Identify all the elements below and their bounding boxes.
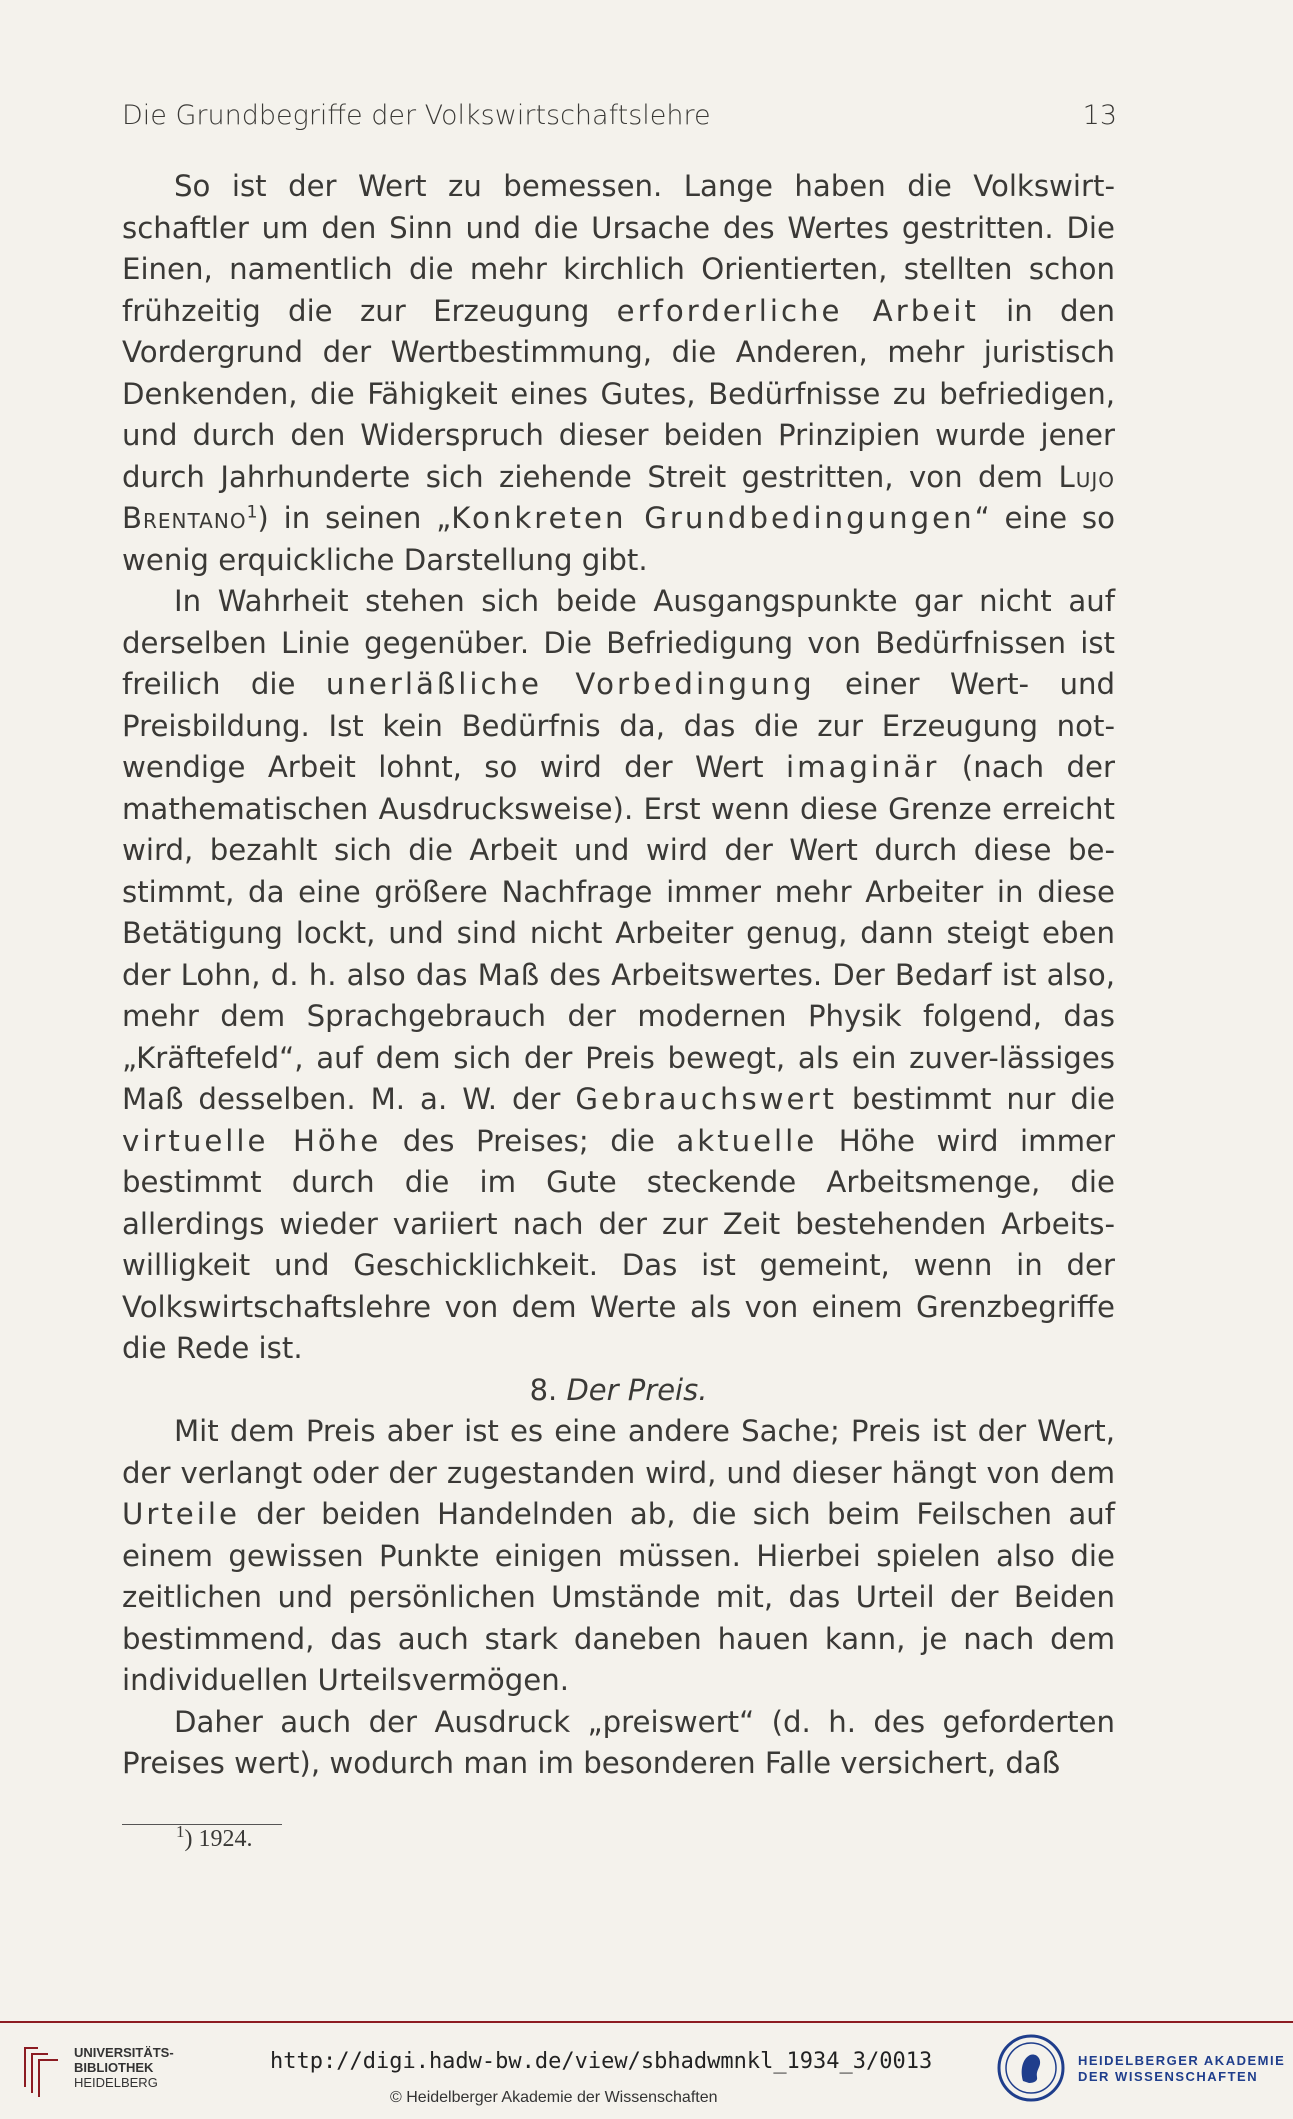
text-run: einer Wert- und Preisbildung. Ist kein Bedürfnis da, das die zur Erzeugung not-wendige Arbeit lohnt, so wird der Wert <box>122 667 1115 784</box>
copyright-notice: © Heidelberger Akademie der Wissenschaften <box>390 2089 718 2106</box>
paragraph-1 <box>122 166 1115 581</box>
body-text <box>122 166 1115 1785</box>
section-title: Der Preis. <box>566 1372 708 1407</box>
text-run: Höhe wird immer bestimmt durch die im Gute steckende Arbeitsmenge, die allerdings wieder variiert nach der zur Zeit bestehenden Arbeits-willigkeit und Geschicklichkeit. Das ist gemeint, wenn in der Volkswirtschaftslehre von dem Werte als von einem Grenzbegriffe die Rede ist. <box>122 1123 1115 1365</box>
academy-line-2: DER WISSENSCHAFTEN <box>1078 2069 1259 2084</box>
permalink-url[interactable]: http://digi.hadw-bw.de/view/sbhadwmnkl_1934_3/0013 <box>270 2049 933 2074</box>
emphasis-spaced: imaginär <box>785 750 940 784</box>
emphasis-spaced: virtuelle Höhe <box>122 1123 382 1158</box>
academy-line-1: HEIDELBERGER AKADEMIE <box>1078 2053 1286 2068</box>
library-line-2: BIBLIOTHEK <box>74 2060 154 2075</box>
text-run: bestimmt nur die <box>836 1082 1115 1116</box>
text-run: des Preises; die <box>381 1123 677 1158</box>
library-line-1: UNIVERSITÄTS- <box>74 2045 174 2060</box>
running-title: Die Grundbegriffe der Volkswirtschaftslehre <box>122 100 711 131</box>
footnote-marker: 1 <box>176 1822 185 1841</box>
paragraph-2 <box>122 581 1115 1370</box>
page-number: 13 <box>1082 100 1117 131</box>
text-run: ) in seinen „ <box>257 501 452 535</box>
text-run: (nach der mathematischen Ausdrucksweise). Erst wenn diese Grenze erreicht wird, bezahlt sich die Arbeit und wird der Wert durch diese be-stimmt, da eine größere Nachfrage immer mehr Arbeiter in diese Betätigung lockt, und sind nicht Arbeiter genug, dann steigt eben der Lohn, d. h. also das Maß des Arbeitswertes. Der Bedarf ist also, mehr dem Sprachgebrauch der modernen Physik folgend, das „Kräftefeld“, auf dem sich der Preis bewegt, als ein zuver-lässiges Maß desselben. M. a. W. der <box>122 750 1116 1116</box>
emphasis-spaced: Konkreten Grundbedingungen <box>451 501 975 535</box>
emphasis-spaced: Urteile <box>122 1497 240 1531</box>
author-name: Lujo Brentano <box>122 459 1115 535</box>
section-heading <box>122 1370 1115 1412</box>
university-library-logo-icon[interactable] <box>14 2039 66 2099</box>
digitization-footer <box>0 2021 1293 2119</box>
emphasis-spaced: unerläßliche Vorbedingung <box>325 667 815 701</box>
running-head <box>122 100 1117 131</box>
text-run: Daher auch der Ausdruck „preiswert“ (d. h. des geforderten Preises wert), wodurch man im besonderen Falle versichert, daß <box>122 1704 1115 1780</box>
university-library-name <box>74 2045 174 2090</box>
footnote-ref[interactable]: 1 <box>246 502 258 523</box>
emphasis-spaced: Gebrauchswert <box>575 1082 837 1116</box>
library-line-3: HEIDELBERG <box>74 2075 158 2090</box>
academy-name <box>1078 2053 1285 2085</box>
footnote-text: ) 1924. <box>184 1826 253 1852</box>
paragraph-4 <box>122 1702 1115 1785</box>
academy-seal-icon[interactable] <box>996 2033 1066 2103</box>
text-run: in den Vordergrund der Wertbestimmung, die Anderen, mehr juristisch Denkenden, die Fähigkeit eines Gutes, Bedürfnisse zu befriedigen, und durch den Widerspruch dieser beiden Prinzipien wurde jener durch Jahrhunderte sich ziehende Streit gestritten, von dem <box>122 293 1115 494</box>
emphasis-spaced: erforderliche Arbeit <box>616 293 979 328</box>
footnote <box>176 1822 253 1853</box>
footnote-divider <box>122 1824 282 1825</box>
text-run: In Wahrheit stehen sich beide Ausgangspunkte gar nicht auf derselben Linie gegenüber. Die Befriedigung von Bedürfnissen ist freilich die <box>122 584 1115 701</box>
text-run: “ eine so wenig erquickliche Darstellung gibt. <box>122 501 1115 577</box>
section-number: 8. <box>529 1372 558 1407</box>
text-run: So ist der Wert zu bemessen. Lange haben die Volkswirt-schaftler um den Sinn und die Ursache des Wertes gestritten. Die Einen, namentlich die mehr kirchlich Orientierten, stellten schon frühzeitig die zur Erzeugung <box>122 169 1115 328</box>
paragraph-3 <box>122 1411 1115 1702</box>
emphasis-spaced: aktuelle <box>676 1123 818 1158</box>
text-run: Mit dem Preis aber ist es eine andere Sache; Preis ist der Wert, der verlangt oder der zugestanden wird, und dieser hängt von dem <box>122 1414 1115 1490</box>
text-run: der beiden Handelnden ab, die sich beim Feilschen auf einem gewissen Punkte einigen müssen. Hierbei spielen also die zeitlichen und persönlichen Umstände mit, das Urteil der Beiden bestimmend, das auch stark daneben hauen kann, je nach dem individuellen Urteilsvermögen. <box>122 1497 1115 1697</box>
